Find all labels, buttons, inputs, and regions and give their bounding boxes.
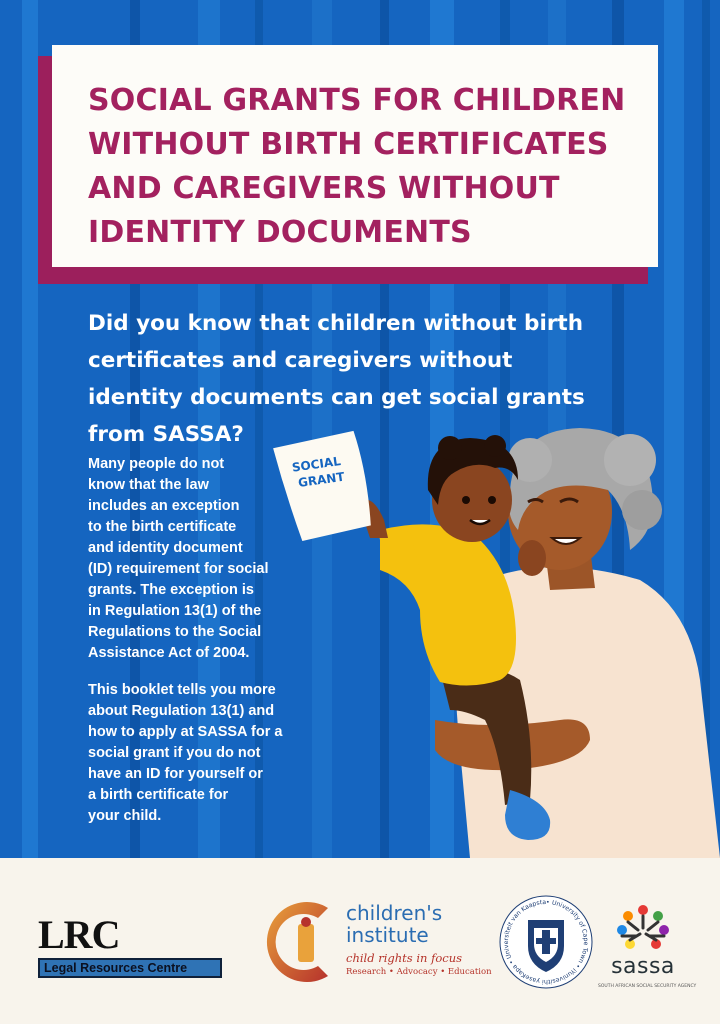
paper-line1: SOCIAL [291, 454, 342, 475]
ci-line1: children's [346, 901, 443, 925]
lrc-name: Legal Resources Centre [38, 958, 222, 978]
footer [0, 858, 720, 1024]
sassa-people-icon [598, 902, 688, 954]
uct-ring-text: • University of Cape Town • iYunivesithi yaseKapa • Universiteit van Kaapsta [502, 898, 589, 986]
childrens-institute-name [346, 902, 442, 946]
uct-crest-logo [498, 894, 594, 990]
ci-tagline: child rights in focus [346, 951, 463, 965]
sassa-subline: SOUTH AFRICAN SOCIAL SECURITY AGENCY [598, 984, 697, 989]
paper-line2: GRANT [297, 469, 346, 490]
booklet-paragraph: This booklet tells you more about Regulation 13(1) and how to apply at SASSA for a social grant if you do not have an ID for yourself or a birth certificate for your child. [88, 682, 283, 824]
social-grant-paper [272, 430, 373, 543]
sassa-logo [598, 902, 697, 990]
caregiver-child-illustration [260, 420, 720, 858]
page-title: SOCIAL GRANTS FOR CHILDREN WITHOUT BIRTH CERTIFICATES AND CAREGIVERS WITHOUT IDENTITY DOCUMENTS [88, 83, 626, 250]
ci-line2: institute [346, 923, 429, 947]
sassa-name: sassa [611, 954, 675, 979]
ci-subline: Research • Advocacy • Education [346, 967, 492, 977]
childrens-institute-logo [258, 896, 492, 988]
intro-paragraph: Many people do not know that the law includes an exception to the birth certificate and identity document (ID) requirement for social grants. The exception is in Regulation 13(1) of the Regulations to the Social Assistance Act of 2004. [88, 456, 269, 661]
childrens-institute-icon [258, 900, 342, 984]
lrc-logo [38, 912, 222, 978]
title-box [52, 45, 658, 267]
lrc-mark: LRC [38, 912, 120, 957]
lead-question: Did you know that children without birth certificates and caregivers without identity documents can get social grants from SASSA? [88, 311, 585, 447]
